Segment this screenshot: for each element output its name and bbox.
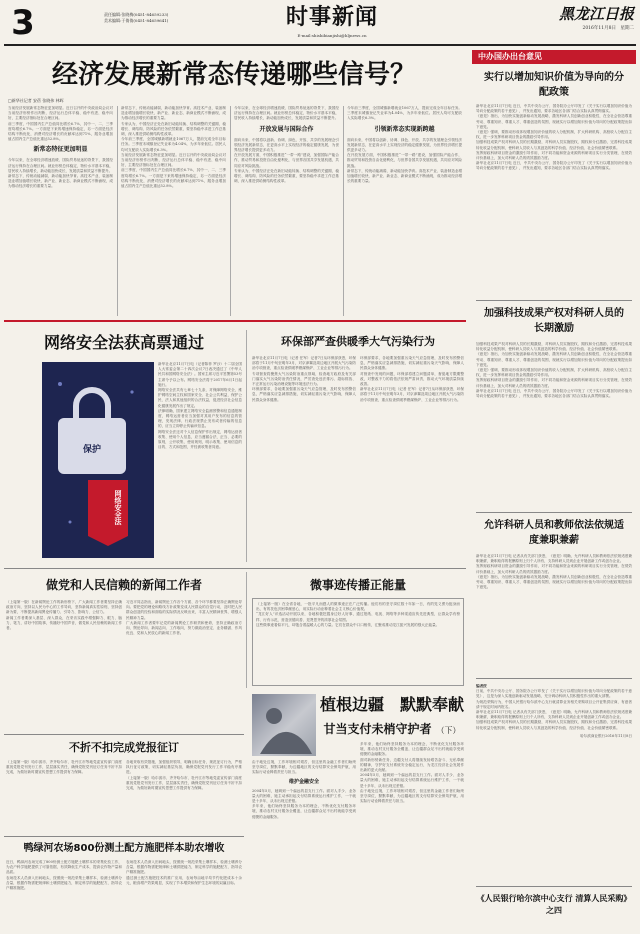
right-text-1: 新华社北京11月7日电 近日，中共中央办公厅、国务院办公厅印发了《关于实行以增加知识价值为导向分配政策的若干意见》，并发出通知，要求各地区各部门结合实际认真贯彻落实。 《意见》指出，为加快实施创新驱动发展战略，激发科研人员创新创业积极性，在全社会营造尊重劳动、尊重知识、尊重人才、尊重创造的氛围，现就实行以增加知识价值为导向的分配政策提出如下意见。 《意见》强调，要推动形成体现增加知识价值的收入分配机制，扩大科研机构、高校收入分配自主权，进一步发挥科研项目资金的激励引导作用。 加强科技成果产权对科研人员的长期激励，对科研人员实施股权、期权和分红激励，完善科技成果转化收益分配机制，使科研人员收入与其创造的科学价值、经济价值、社会价值紧密联系。 发挥财政科研项目资金的激励引导作用，对不同功能和资金来源的科研项目实行分类管理，在绩效评价基础上，加大对科研人员的绩效激励力度。 新华社北京11月7日电 近日，中共中央办公厅、国务院办公厅印发了《关于实行以增加知识价值为导向分配政策的若干意见》，并发出通知，要求各地区各部门结合实际认真贯彻落实。 (476, 104, 632, 171)
right-editor-note: 编者按 日前，中共中央办公厅、国务院办公厅印发了《关于实行以增加知识价值为导向分配政策的若干意见》，这是为深入实施创新驱动发展战略，充分调动科研人员积极性作出的重大部署。 为规范采购行为，中国人民银行哈尔滨中心支行就清算业务相关采购项目公开征集供应商，有意者请于规定时间内报名。 新华社北京11月7日电 记者从有关部门获悉，《意见》明确，允许科研人员和教师依法依规适度兼职兼薪，兼职取得的报酬原则上归个人所有，支持科研人员到企业开展创新工作或创办企业。 加强科技成果产权对科研人员的长期激励，对科研人员实施股权、期权和分红激励，完善科技成果转化收益分配机制，使科研人员收入与其创造的科学价值、经济价值、社会价值紧密联系。 哈尔滨商业银行2016年11月8日 (476, 684, 632, 738)
paper-name: 黑龙江日报 (558, 5, 634, 23)
lead-divider-2 (230, 106, 231, 316)
lead-col-3: 今年以来，在全球经济增速放缓、国际贸易低迷的背景下，我国经济运行保持在合理区间。就业形势总体稳定，物价水平基本平稳，居民收入持续增长，新动能加快成长，发展质量和效益不断提升。 开放发展与国际合作 面向未来，中国将以创新、协调、绿色、开放、共享的发展理念引领经济发展新常态，在更高水平上实现经济的稳定健康发展，为世界经济增长提供更多动力。 在开放发展方面，中国积极推进“一带一路”建设，加强国际产能合作，推动贸易和投资自由化便利化，与世界各国共享发展机遇，共同应对风险挑战。 专家认为，中国经济正处在新旧动能转换、结构调整的关键期，稳增长、调结构、防风险的任务依然繁重，要坚持稳中求进工作总基调，深入推进供给侧结构性改革。 (234, 106, 339, 184)
shield-lock-illustration (42, 362, 154, 558)
environment-col-1: 新华社北京11月7日电（记者 任军）记者7日从环保部获悉，环保部将于11月中旬至明年3月，对京津冀及周边地区开展大气污染防治专项督查，重点检查供暖季燃煤锅炉、工业企业等排污行为。 专项督查将聚焦大气污染防治重点领域，检查地方政府及有关部门落实大气污染防治责任情况，严厉查处违法排污、超标排放、不正常运行污染治理设施等环境违法行为。 环保部要求，各地要加强重污染天气应急管理，及时发布预警信息，严格落实应急减排措施，切实减轻重污染天气影响，保障人民群众身体健康。 (252, 356, 356, 402)
section-divider-bar (4, 320, 466, 322)
illus-tag: 保护 (82, 445, 101, 455)
editor-info (104, 12, 254, 24)
subscription-article (4, 738, 244, 834)
recruit-title: 《人民银行哈尔滨中心支行 清算人民采购》之四 (476, 894, 632, 915)
journalist-col-2: 习近平同志指出，新闻舆论工作各个方面、各个环节都要坚持正确舆论导向。要把党的理论和路线方针政策变成人民群众的自觉行动，及时把人民群众创造的经验和面临的实际情况反映出来，丰富人民精神世界，增强人民精神力量。 广大新闻工作者要牢记党的新闻舆论工作职责和使命，坚持正确政治方向、舆论导向、新闻志向、工作取向，努力做政治坚定、业务精湛、作风优良、党和人民放心的新闻工作者。 (126, 600, 242, 636)
recruit-title-box (476, 886, 632, 926)
journalist-col-1: （上接第一版）在新闻舆论工作的新形势下，广大新闻工作者要坚持正确政治方向，坚持以人民为中心的工作导向，坚持新闻真实性原则，坚持创新为要，不断提高新闻舆论传播力、引导力、影响力、公信力。 新闻工作者要深入基层、深入群众，在采访实践中增强脚力、眼力、脑力、笔力，讲好中国故事，传播好中国声音，做党和人民信赖的新闻工作者。 (6, 600, 122, 631)
environment-headline: 环保部严查供暖季大气污染行为 (281, 335, 435, 348)
micro-deeds-article (250, 572, 466, 690)
section-title: 时事新闻 (285, 5, 378, 30)
right-rule-3 (476, 678, 632, 679)
micro-deeds-headline: 微事迹传播正能量 (309, 578, 406, 592)
subscription-rule (4, 734, 244, 735)
feature-caption: 维护金融安全 (288, 778, 319, 785)
right-column (472, 50, 636, 930)
right-rule-2 (476, 512, 632, 513)
subscription-col-2: 各地采取有效措施，加强组织领导，明确目标任务，规范征订行为，严格执行征订政策，切实减轻基层负担，确保党报党刊发行工作平稳有序推进。 （上接第一版）哈尔滨市、齐齐哈尔市、牡丹江市等地党委宣传部门高度重视党报党刊发行工作，层层落实责任，确保党报党刊征订任务不折不扣完成，为做好新时期宣传思想工作提供有力保障。 (126, 760, 242, 791)
editor-note-label: 编者按 (476, 684, 487, 688)
environment-col-2: 环保部要求，各地要加强重污染天气应急管理，及时发布预警信息，严格落实应急减排措施，切实减轻重污染天气影响，保障人民群众身体健康。 对督查中发现的问题，环保部将建立问题清单，督促地方限期整改，对整改不力的将依法依规严肃问责，推动大气环境质量持续改善。 新华社北京11月7日电（记者 任军）记者7日从环保部获悉，环保部将于11月中旬至明年3月，对京津冀及周边地区开展大气污染防治专项督查，重点检查供暖季燃煤锅炉、工业企业等排污行为。 (360, 356, 464, 402)
farm-headline: 鸭绿河农场800份测土配方施肥样本助农增收 (23, 843, 225, 854)
right-text-2: 加强科技成果产权对科研人员的长期激励，对科研人员实施股权、期权和分红激励，完善科技成果转化收益分配机制，使科研人员收入与其创造的科学价值、经济价值、社会价值紧密联系。 《意见》指出，为加快实施创新驱动发展战略，激发科研人员创新创业积极性，在全社会营造尊重劳动、尊重知识、尊重人才、尊重创造的氛围，现就实行以增加知识价值为导向的分配政策提出如下意见。 《意见》强调，要推动形成体现增加知识价值的收入分配机制，扩大科研机构、高校收入分配自主权，进一步发挥科研项目资金的激励引导作用。 发挥财政科研项目资金的激励引导作用，对不同功能和资金来源的科研项目实行分类管理，在绩效评价基础上，加大对科研人员的绩效激励力度。 新华社北京11月7日电 近日，中共中央办公厅、国务院办公厅印发了《关于实行以增加知识价值为导向分配政策的若干意见》，并发出通知，要求各地区各部门结合实际认真贯彻落实。 (476, 342, 632, 399)
right-header-text: 中办国办出台意见 (478, 52, 542, 61)
network-law-text: 新华社北京11月7日电（记者陈菲 罗沙）十二届全国人大常委会第二十四次会议7日表决通过了《中华人民共和国网络安全法》。国家主席习近平签署第53号主席令予以公布。网络安全法将于2017年6月1日起施行。 网络安全法共有七章七十九条，对保障网络安全，维护网络空间主权和国家安全、社会公共利益，保护公民、法人和其他组织的合法权益，促进经济社会信息化健康发展作出了规定。 法律明确，国家建立网络安全监测预警和信息通报制度，网络运营者应当加强对其用户发布的信息的管理，发现法律、行政法规禁止发布或者传输的信息的，应当立即停止传输该信息。 网络安全法还对个人信息保护作出规定，网络运营者收集、使用个人信息，应当遵循合法、正当、必要的原则，公开收集、使用规则，明示收集、使用信息的目的、方式和范围，并经被收集者同意。 (158, 362, 242, 450)
feature-subtitle: 甘当支付未梢守护者 (323, 722, 432, 736)
lead-article (4, 52, 464, 318)
network-law-illustration (42, 362, 154, 558)
right-title-3: 允许科研人员和教师依法依规适度兼职兼薪 (484, 520, 624, 546)
lead-subhead-1: 新常态特征更加明显 (33, 146, 88, 154)
illus-label: 网络安全法 (114, 490, 122, 525)
subscription-col-1: （上接第一版）哈尔滨市、齐齐哈尔市、牡丹江市等地党委宣传部门高度重视党报党刊发行工作，层层落实责任，确保党报党刊征订任务不折不扣完成，为做好新时期宣传思想工作提供有力保障。 (6, 760, 122, 775)
recruit-footer: 哈尔滨商业银行2016年11月8日 (580, 733, 632, 738)
feature-part: （下） (436, 726, 461, 735)
network-law-article (4, 326, 244, 566)
farm-rule (4, 836, 244, 837)
lower-mid-divider (246, 572, 247, 688)
farm-col-2: 农场技术人员深入田间地头，按照统一规范采集土壤样本，检测土壤养分含量，根据作物需肥规律和土壤供肥能力，制定科学的施肥配方，指导农户精准施肥。 通过测土配方施肥技术的推广应用，农场每亩地平均节约化肥成本十余元，粮食增产效果明显，实现了节本增效和保护生态环境的双赢目标。 (126, 860, 242, 885)
journalist-headline: 做党和人民信赖的新闻工作者 (45, 578, 202, 592)
lead-byline: □新华社记者 安蓓 张晓伟 林晖 (8, 98, 64, 103)
section-email: E-mail:shishibianjishi@hljnews.cn (297, 33, 367, 38)
lead-col-1: 当前经济发展新常态特征更加明显。近日召开的中央政治局会议对当前经济形势作出判断，经济运行总体平稳、稳中有进、稳中向好，主要经济指标处在合理区间。 前三季度，中国国内生产总值同比增长6.7%，其中一、二、三季度均增长6.7%。一方面是下来的增速保持稳定，另一方面是经济结构不断优化，消费对经济增长的贡献率达到71%，服务业增加值占国内生产总值比重达52.8%。 新常态特征更加明显 今年以来，在全球经济增速放缓、国际贸易低迷的背景下，我国经济运行保持在合理区间。就业形势总体稳定，物价水平基本平稳，居民收入持续增长，新动能加快成长，发展质量和效益不断提升。 新常态下，传统动能减弱，新动能加快孕育。高技术产业、装备制造业增加值增长较快，新产业、新业态、新商业模式不断涌现，成为推动经济增长的重要力量。 (8, 106, 113, 189)
feature-article (250, 692, 466, 930)
lead-divider-1 (117, 106, 118, 316)
feature-col-2: 多年来，他们始终坚持服务为本的理念，不断优化支付服务环境，推动农村支付服务全覆盖，让边疆群众足不出村就能享受到便捷的金融服务。 面对新形势新任务，边疆支付人将继续发扬艰苦奋斗、无私奉献的精神，守护好支付系统安全稳定运行，为龙江经济社会发展作出新的更大贡献。 2004年5月，她调到一个偏远的县支行工作。面对人手少、业务量大的困难，她主动承担起支付结算系统运行维护工作，一干就是十多年，从未出现过差错。 由于地处边境，工作环境相对艰苦，但这里的金融工作者们始终坚守岗位，默默奉献，为边疆地区的支付结算安全保驾护航，用实际行动诠释着责任与担当。 (360, 742, 464, 804)
right-rule-1 (476, 300, 632, 301)
micro-deeds-box (252, 598, 464, 686)
page-number: 3 (11, 3, 35, 43)
network-law-headline: 网络安全法获高票通过 (43, 333, 204, 352)
mid-divider (246, 330, 247, 562)
lead-col-2: 新常态下，传统动能减弱，新动能加快孕育。高技术产业、装备制造业增加值增长较快，新产业、新业态、新商业模式不断涌现，成为推动经济增长的重要力量。 专家认为，中国经济正处在新旧动能转换、结构调整的关键期，稳增长、调结构、防风险的任务依然繁重，要坚持稳中求进工作总基调，深入推进供给侧结构性改革。 今年前三季度，全国城镇新增就业1067万人，提前完成全年目标任务。三季度末城镇登记失业率为4.04%，为多年来低位。居民人均可支配收入实际增长6.3%。 当前经济发展新常态特征更加明显。近日召开的中央政治局会议对当前经济形势作出判断，经济运行总体平稳、稳中有进、稳中向好，主要经济指标处在合理区间。 前三季度，中国国内生产总值同比增长6.7%，其中一、二、三季度均增长6.7%。一方面是下来的增速保持稳定，另一方面是经济结构不断优化，消费对经济增长的贡献率达到71%，服务业增加值占国内生产总值比重达52.8%。 (121, 106, 226, 189)
journalist-article (4, 572, 244, 732)
lower-rule (4, 568, 466, 569)
feature-headline: 植根边疆 默默奉献 (320, 695, 465, 714)
environment-article (250, 326, 466, 566)
editor-line-2: 美术编辑:于倩倩(0451-84659641) (104, 18, 169, 23)
feature-photo (252, 694, 316, 756)
lead-subhead-2: 开放发展与国际合作 (259, 125, 314, 133)
issue-date: 2016年11月8日 星期二 (582, 26, 634, 31)
right-text-3: 新华社北京11月7日电 记者从有关部门获悉，《意见》明确，允许科研人员和教师依法依规适度兼职兼薪，兼职取得的报酬原则上归个人所有，支持科研人员到企业开展创新工作或创办企业。 发挥财政科研项目资金的激励引导作用，对不同功能和资金来源的科研项目实行分类管理，在绩效评价基础上，加大对科研人员的绩效激励力度。 《意见》指出，为加快实施创新驱动发展战略，激发科研人员创新创业积极性，在全社会营造尊重劳动、尊重知识、尊重人才、尊重创造的氛围，现就实行以增加知识价值为导向的分配政策提出如下意见。 (476, 554, 632, 590)
right-header-bar (472, 50, 636, 64)
editor-line-1: 责任编辑:张晓梅(0451-84659233) (104, 12, 169, 17)
lead-subhead-3: 引领新常态实现新跨越 (374, 125, 435, 133)
farm-article (4, 840, 244, 930)
farm-col-1: 近日，鸭绿河农场完成了800份测土配方施肥土壤样本的采集化验工作，为农户科学施肥提供了可靠依据，有效降低生产成本，提高农作物产量和品质。 农场技术人员深入田间地头，按照统一规范采集土壤样本，检测土壤养分含量，根据作物需肥规律和土壤供肥能力，制定科学的施肥配方，指导农户精准施肥。 (6, 860, 122, 891)
micro-deeds-text: （上接第一版）在全省各地，一批平凡而感人的微事迹正在广泛传播。他们有的坚守岗位数十年如一日，有的见义勇为挺身而出，有的扶危济困奉献爱心，用实际行动诠释着社会主义核心价值观。 “龙江好人”评选活动开展以来，各地积极挖掘身边好人好事，通过报纸、电视、网络等多种渠道宣传先进典型，让群众学有榜样、行有示范，营造崇德向善、见贤思齐的浓厚社会氛围。 这些微事迹看似平凡，却饱含着温暖人心的力量。它们在群众中口口相传，汇聚成推动龙江振兴发展的强大正能量。 (256, 602, 460, 627)
page-header (0, 0, 640, 46)
subscription-headline: 不折不扣完成党报征订 (69, 741, 179, 754)
right-title-2: 加强科技成果产权对科研人员的长期激励 (484, 308, 624, 334)
feature-subheadline (320, 718, 464, 740)
photo-placeholder-icon (252, 694, 316, 756)
lead-divider-3 (343, 106, 344, 316)
header-rule (4, 44, 636, 46)
lead-headline: 经济发展新常态传递哪些信号？ (51, 60, 416, 90)
right-title-1: 实行以增加知识价值为导向的分配政策 (484, 72, 624, 98)
lead-col-4: 今年前三季度，全国城镇新增就业1067万人，提前完成全年目标任务。三季度末城镇登记失业率为4.04%，为多年来低位。居民人均可支配收入实际增长6.3%。 引领新常态实现新跨越 面向未来，中国将以创新、协调、绿色、开放、共享的发展理念引领经济发展新常态，在更高水平上实现经济的稳定健康发展，为世界经济增长提供更多动力。 在开放发展方面，中国积极推进“一带一路”建设，加强国际产能合作，推动贸易和投资自由化便利化，与世界各国共享发展机遇，共同应对风险挑战。 新常态下，传统动能减弱，新动能加快孕育。高技术产业、装备制造业增加值增长较快，新产业、新业态、新商业模式不断涌现，成为推动经济增长的重要力量。 (347, 106, 462, 184)
feature-col-1: 由于地处边境，工作环境相对艰苦，但这里的金融工作者们始终坚守岗位，默默奉献，为边疆地区的支付结算安全保驾护航，用实际行动诠释着责任与担当。 维护金融安全 2004年5月，她调到一个偏远的县支行工作。面对人手少、业务量大的困难，她主动承担起支付结算系统运行维护工作，一干就是十多年，从未出现过差错。 多年来，他们始终坚持服务为本的理念，不断优化支付服务环境，推动农村支付服务全覆盖，让边疆群众足不出村就能享受到便捷的金融服务。 (252, 760, 356, 819)
